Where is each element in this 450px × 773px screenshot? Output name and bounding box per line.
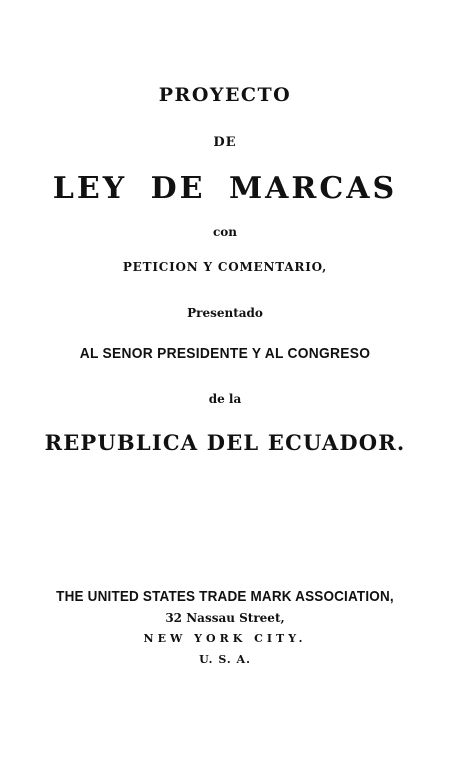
main-title: LEY DE MARCAS (52, 171, 398, 206)
heading-proyecto: PROYECTO (158, 84, 292, 106)
publisher-city: NEW YORK CITY. (143, 632, 307, 645)
publisher-name: THE UNITED STATES TRADE MARK ASSOCIATION, (56, 588, 394, 605)
publisher-street: 32 Nassau Street, (165, 611, 285, 625)
addressee-line: AL SENOR PRESIDENTE Y AL CONGRESO (79, 345, 371, 362)
connector-de-la: de la (208, 392, 242, 406)
heading-de: DE (213, 135, 237, 150)
country-title: REPUBLICA DEL ECUADOR. (44, 430, 406, 455)
connector-con: con (212, 225, 238, 239)
publisher-country: U. S. A. (199, 653, 251, 666)
presented-line: Presentado (187, 306, 263, 320)
subtitle: PETICION Y COMENTARIO, (122, 260, 328, 274)
